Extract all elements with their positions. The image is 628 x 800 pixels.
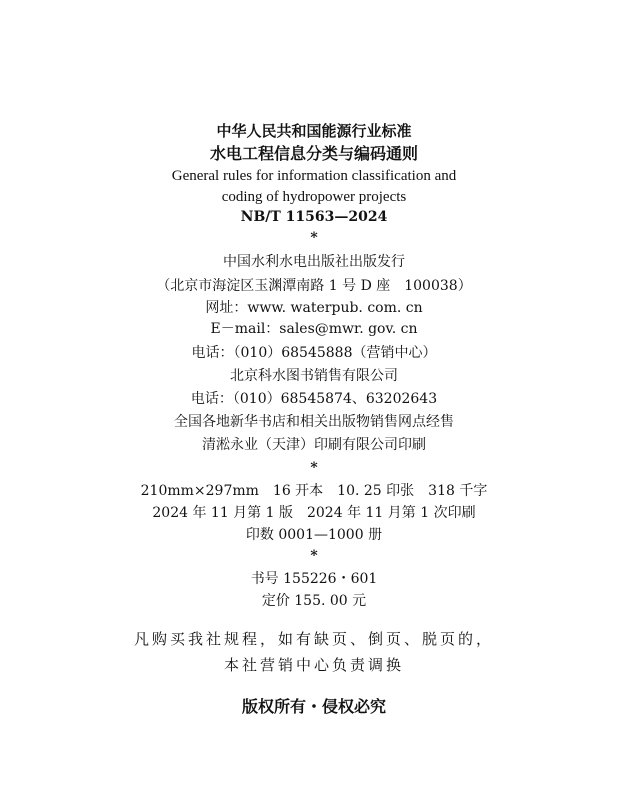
copyright-notice: 版权所有・侵权必究 — [241, 697, 386, 716]
separator-2: * — [310, 460, 318, 476]
standard-number: NB/T 11563—2024 — [240, 209, 388, 225]
title-english-line2: coding of hydropower projects — [221, 189, 407, 205]
title-english-line1: General rules for information classification and — [171, 168, 457, 184]
standard-category: 中华人民共和国能源行业标准 — [216, 122, 412, 140]
defect-notice-line2: 本社营销中心负责调换 — [223, 656, 404, 674]
book-number: 书号 155226・601 — [250, 571, 378, 587]
separator-3: * — [310, 548, 318, 564]
separator-1: * — [310, 230, 318, 246]
email: E－mail：sales@mwr. gov. cn — [210, 321, 418, 337]
defect-notice-line1: 凡购买我社规程，如有缺页、倒页、脱页的， — [133, 630, 494, 648]
print-run: 印数 0001—1000 册 — [245, 527, 383, 543]
sales-network: 全国各地新华书店和相关出版物销售网点经售 — [174, 414, 454, 430]
website: 网址：www. waterpub. com. cn — [205, 300, 423, 316]
publisher-address: （北京市海淀区玉渊潭南路 1 号 D 座 100038） — [156, 278, 472, 294]
distributor: 北京科水图书销售有限公司 — [230, 368, 398, 384]
phone-distributor: 电话：（010）68545874、63202643 — [190, 391, 438, 407]
price: 定价 155. 00 元 — [261, 593, 367, 609]
publisher: 中国水利水电出版社出版发行 — [223, 254, 405, 270]
edition-info: 2024 年 11 月第 1 版 2024 年 11 月第 1 次印刷 — [152, 505, 476, 521]
phone-marketing: 电话：（010）68545888（营销中心） — [191, 345, 437, 361]
title-chinese: 水电工程信息分类与编码通则 — [209, 144, 418, 163]
format-info: 210mm×297mm 16 开本 10. 25 印张 318 千字 — [140, 483, 488, 499]
printer: 清淞永业（天津）印刷有限公司印刷 — [202, 437, 426, 453]
